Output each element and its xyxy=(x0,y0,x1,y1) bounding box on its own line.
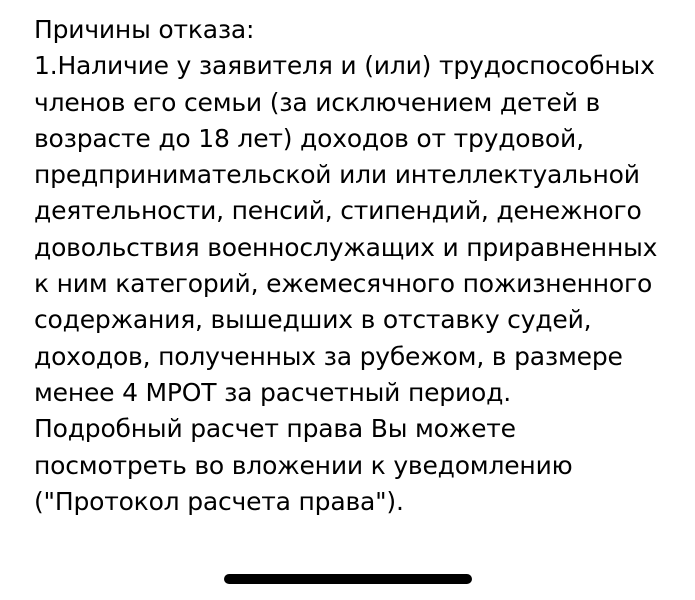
text-line: предпринимательской или интеллектуальной xyxy=(34,160,640,190)
text-line: доходов, полученных за рубежом, в размере xyxy=(34,341,623,371)
text-line: возрасте до 18 лет) доходов от трудовой, xyxy=(34,123,584,153)
text-line: к ним категорий, ежемесячного пожизненного xyxy=(34,269,653,299)
text-line: менее 4 МРОТ за расчетный период. xyxy=(34,377,511,407)
text-line: довольствия военнослужащих и приравненных xyxy=(34,232,658,262)
home-indicator-bar[interactable] xyxy=(224,574,472,584)
text-line: Подробный расчет права Вы можете xyxy=(34,414,516,444)
text-line: посмотреть во вложении к уведомлению xyxy=(34,450,573,480)
text-line: ("Протокол расчета права"). xyxy=(34,486,404,516)
rejection-heading: Причины отказа: xyxy=(34,15,255,44)
text-line: членов его семьи (за исключением детей в xyxy=(34,87,601,117)
rejection-reasons-text xyxy=(34,12,674,520)
text-line: деятельности, пенсий, стипендий, денежного xyxy=(34,196,642,226)
text-line: содержания, вышедших в отставку судей, xyxy=(34,305,592,335)
text-line: 1.Наличие у заявителя и (или) трудоспособных xyxy=(34,51,655,81)
